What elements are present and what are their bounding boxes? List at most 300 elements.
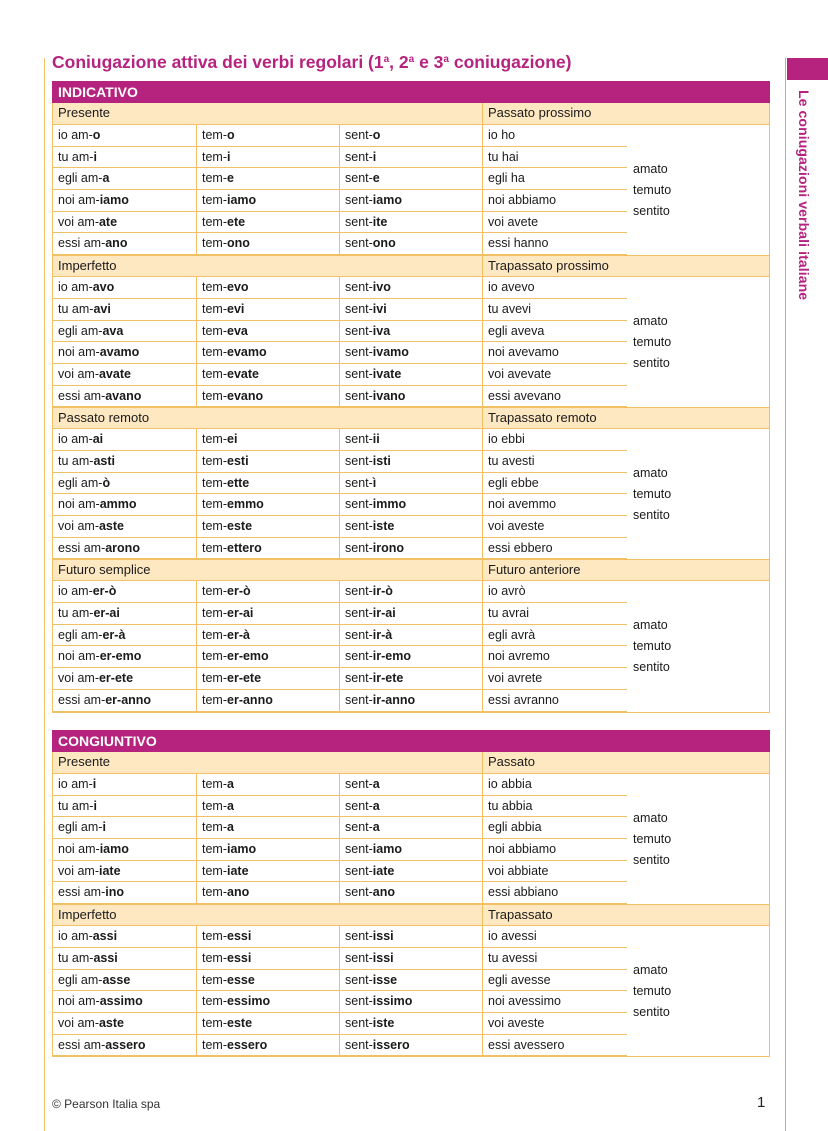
- compound-tense-label: Passato prossimo: [488, 105, 592, 120]
- second-conjugation-cell: [197, 233, 340, 255]
- third-conjugation-cell: [340, 882, 483, 904]
- verb-stem: tem-: [202, 149, 227, 164]
- second-conjugation-cell: [197, 817, 340, 839]
- auxiliary-cell: voi abbiate: [483, 861, 627, 883]
- right-margin-rule: [785, 58, 786, 1131]
- verb-ending: ivamo: [372, 345, 409, 360]
- verb-stem: sent-: [345, 584, 373, 599]
- column-divider: [482, 905, 483, 925]
- verb-ending: e: [372, 171, 380, 186]
- verb-stem: io am-: [58, 929, 93, 944]
- third-conjugation-cell: [340, 839, 483, 861]
- auxiliary-cell: voi avevate: [483, 364, 627, 386]
- compound-tense-label: Trapassato: [488, 907, 553, 923]
- auxiliary-cell: voi aveste: [483, 1013, 627, 1035]
- verb-stem: essi am-: [58, 1037, 106, 1052]
- verb-ending: ano: [105, 236, 128, 251]
- verb-stem: noi am-: [58, 345, 100, 360]
- second-conjugation-cell: [197, 451, 340, 473]
- participle: sentito: [633, 356, 670, 371]
- auxiliary-cell: essi avevano: [483, 386, 627, 408]
- verb-ending: er-emo: [227, 649, 269, 664]
- verb-ending: ammo: [99, 497, 137, 512]
- column-divider: [482, 752, 483, 773]
- verb-ending: i: [93, 798, 97, 813]
- verb-stem: sent-: [345, 280, 373, 295]
- verb-stem: tem-: [202, 519, 227, 533]
- auxiliary-cell: io avessi: [483, 926, 627, 948]
- verb-stem: tem-: [202, 692, 227, 707]
- first-conjugation-cell: [53, 1035, 197, 1057]
- verb-stem: egli am-: [58, 627, 103, 642]
- first-conjugation-cell: [53, 668, 197, 690]
- column-divider: [482, 560, 483, 580]
- verb-stem: tu am-: [58, 798, 94, 813]
- second-conjugation-cell: [197, 473, 340, 495]
- verb-stem: tem-: [202, 388, 227, 403]
- participle: amato: [633, 618, 668, 633]
- verb-stem: tem-: [202, 820, 227, 835]
- verb-ending: evamo: [227, 345, 267, 360]
- past-participles: [633, 463, 693, 526]
- second-conjugation-cell: [197, 147, 340, 169]
- third-conjugation-cell: [340, 451, 483, 473]
- verb-stem: sent-: [345, 929, 373, 944]
- auxiliary-cell: io ebbi: [483, 429, 627, 451]
- verb-stem: tem-: [202, 929, 227, 944]
- verb-ending: ette: [227, 475, 250, 490]
- verb-ending: o: [372, 128, 381, 142]
- first-conjugation-cell: [53, 212, 197, 234]
- first-conjugation-cell: [53, 603, 197, 625]
- verb-ending: ir-ò: [372, 584, 393, 599]
- second-conjugation-cell: [197, 646, 340, 668]
- verb-ending: iamo: [372, 842, 402, 857]
- auxiliary-cell: noi avemmo: [483, 494, 627, 516]
- verb-stem: tem-: [202, 950, 227, 965]
- second-conjugation-cell: [197, 970, 340, 992]
- verb-ending: esti: [227, 453, 249, 468]
- verb-ending: o: [227, 128, 235, 142]
- third-conjugation-cell: [340, 277, 483, 299]
- verb-stem: sent-: [345, 171, 373, 186]
- verb-ending: er-emo: [99, 649, 142, 664]
- verb-ending: aste: [98, 1015, 125, 1030]
- verb-ending: ivi: [372, 301, 387, 316]
- verb-ending: er-ai: [227, 606, 254, 621]
- verb-stem: tem-: [202, 863, 227, 878]
- table-row: [53, 926, 769, 948]
- verb-ending: este: [227, 519, 253, 533]
- auxiliary-cell: noi abbiamo: [483, 190, 627, 212]
- first-conjugation-cell: [53, 581, 197, 603]
- section-indicativo: [52, 81, 770, 713]
- first-conjugation-cell: [53, 147, 197, 169]
- third-conjugation-cell: [340, 774, 483, 796]
- verb-ending: assi: [93, 950, 118, 965]
- verb-stem: sent-: [345, 149, 373, 164]
- verb-ending: issero: [372, 1037, 410, 1052]
- column-divider: [482, 256, 483, 276]
- verb-ending: a: [227, 777, 234, 791]
- third-conjugation-cell: [340, 796, 483, 818]
- verb-stem: sent-: [345, 236, 373, 251]
- verb-stem: essi am-: [58, 885, 106, 900]
- verb-ending: emmo: [227, 497, 264, 512]
- verb-stem: sent-: [345, 671, 373, 686]
- verb-ending: ir-à: [372, 627, 393, 642]
- third-conjugation-cell: [340, 538, 483, 560]
- third-conjugation-cell: [340, 1035, 483, 1057]
- second-conjugation-cell: [197, 839, 340, 861]
- verb-stem: noi am-: [58, 193, 100, 208]
- verb-ending: ivano: [372, 388, 406, 403]
- verb-stem: tem-: [202, 214, 227, 229]
- first-conjugation-cell: [53, 970, 197, 992]
- first-conjugation-cell: [53, 494, 197, 516]
- verb-ending: er-anno: [105, 692, 152, 707]
- verb-stem: sent-: [345, 994, 373, 1009]
- third-conjugation-cell: [340, 926, 483, 948]
- first-conjugation-cell: [53, 991, 197, 1013]
- tense-block: [53, 103, 769, 255]
- verb-ending: issi: [372, 929, 394, 944]
- second-conjugation-cell: [197, 429, 340, 451]
- verb-stem: egli am-: [58, 171, 103, 186]
- tense-header-row: [53, 752, 769, 774]
- verb-ending: evo: [227, 280, 249, 295]
- verb-stem: egli am-: [58, 972, 103, 987]
- verb-stem: sent-: [345, 453, 373, 468]
- verb-stem: tem-: [202, 842, 227, 857]
- verb-stem: tem-: [202, 627, 227, 642]
- participle: sentito: [633, 660, 670, 675]
- participle: amato: [633, 162, 668, 176]
- verb-stem: sent-: [345, 863, 373, 878]
- auxiliary-cell: io avrò: [483, 581, 627, 603]
- verb-ending: essi: [227, 929, 252, 944]
- verb-stem: sent-: [345, 885, 373, 900]
- auxiliary-cell: essi abbiano: [483, 882, 627, 904]
- second-conjugation-cell: [197, 625, 340, 647]
- verb-stem: tem-: [202, 649, 227, 664]
- auxiliary-cell: noi avevamo: [483, 342, 627, 364]
- table-row: [53, 233, 769, 255]
- table-row: [53, 277, 769, 299]
- verb-ending: ano: [227, 885, 250, 900]
- copyright-notice: © Pearson Italia spa: [52, 1097, 161, 1111]
- verb-ending: ano: [372, 885, 396, 900]
- left-margin-rule: [44, 58, 45, 1131]
- third-conjugation-cell: [340, 125, 483, 147]
- verb-ending: asse: [102, 972, 131, 987]
- third-conjugation-cell: [340, 168, 483, 190]
- participle: sentito: [633, 853, 670, 867]
- verb-stem: tu am-: [58, 149, 94, 164]
- verb-ending: a: [227, 820, 234, 835]
- verb-ending: ivate: [372, 366, 402, 381]
- verb-stem: tem-: [202, 798, 227, 813]
- verb-stem: sent-: [345, 972, 373, 987]
- verb-ending: er-à: [102, 627, 126, 642]
- table-row: [53, 581, 769, 603]
- participle: amato: [633, 314, 668, 329]
- auxiliary-cell: tu avevi: [483, 299, 627, 321]
- third-conjugation-cell: [340, 342, 483, 364]
- past-participles: [633, 615, 693, 678]
- first-conjugation-cell: [53, 926, 197, 948]
- verb-ending: avate: [98, 366, 131, 381]
- second-conjugation-cell: [197, 168, 340, 190]
- third-conjugation-cell: [340, 190, 483, 212]
- verb-ending: i: [102, 820, 106, 835]
- second-conjugation-cell: [197, 861, 340, 883]
- verb-stem: io am-: [58, 584, 93, 599]
- verb-stem: sent-: [345, 820, 373, 835]
- first-conjugation-cell: [53, 342, 197, 364]
- table-row: [53, 690, 769, 712]
- conjugation-rows: [53, 926, 769, 1056]
- auxiliary-cell: voi avete: [483, 212, 627, 234]
- first-conjugation-cell: [53, 233, 197, 255]
- auxiliary-cell: tu avesti: [483, 451, 627, 473]
- second-conjugation-cell: [197, 321, 340, 343]
- second-conjugation-cell: [197, 690, 340, 712]
- third-conjugation-cell: [340, 473, 483, 495]
- verb-stem: tem-: [202, 885, 227, 900]
- auxiliary-cell: noi avremo: [483, 646, 627, 668]
- third-conjugation-cell: [340, 321, 483, 343]
- third-conjugation-cell: [340, 625, 483, 647]
- third-conjugation-cell: [340, 646, 483, 668]
- verb-ending: a: [102, 171, 110, 186]
- verb-stem: tem-: [202, 366, 227, 381]
- auxiliary-cell: egli avesse: [483, 970, 627, 992]
- auxiliary-cell: tu hai: [483, 147, 627, 169]
- verb-stem: egli am-: [58, 323, 103, 338]
- second-conjugation-cell: [197, 342, 340, 364]
- third-conjugation-cell: [340, 299, 483, 321]
- second-conjugation-cell: [197, 796, 340, 818]
- verb-stem: sent-: [345, 193, 373, 208]
- verb-ending: ì: [372, 475, 377, 490]
- verb-ending: evi: [227, 301, 245, 316]
- verb-stem: tem-: [202, 432, 227, 447]
- auxiliary-cell: tu avessi: [483, 948, 627, 970]
- verb-ending: a: [372, 820, 380, 835]
- auxiliary-cell: io avevo: [483, 277, 627, 299]
- verb-ending: assi: [92, 929, 118, 944]
- simple-tense-label: Futuro semplice: [58, 562, 151, 578]
- verb-ending: ite: [372, 214, 388, 229]
- verb-ending: i: [372, 149, 377, 164]
- verb-stem: essi am-: [58, 388, 106, 403]
- second-conjugation-cell: [197, 926, 340, 948]
- verb-ending: iate: [372, 863, 395, 878]
- verb-stem: sent-: [345, 649, 373, 664]
- verb-ending: er-ai: [93, 606, 120, 621]
- simple-tense-label: Presente: [58, 754, 111, 769]
- tense-block: [53, 904, 769, 1056]
- verb-stem: sent-: [345, 323, 373, 338]
- auxiliary-cell: tu abbia: [483, 796, 627, 818]
- first-conjugation-cell: [53, 125, 197, 147]
- first-conjugation-cell: [53, 796, 197, 818]
- verb-stem: tem-: [202, 606, 227, 621]
- verb-ending: asti: [93, 453, 115, 468]
- verb-ending: ino: [105, 885, 124, 900]
- verb-stem: sent-: [345, 1037, 373, 1052]
- first-conjugation-cell: [53, 386, 197, 408]
- first-conjugation-cell: [53, 1013, 197, 1035]
- verb-ending: i: [93, 149, 97, 164]
- verb-stem: tem-: [202, 1015, 227, 1030]
- first-conjugation-cell: [53, 948, 197, 970]
- verb-stem: tem-: [202, 540, 227, 555]
- third-conjugation-cell: [340, 233, 483, 255]
- third-conjugation-cell: [340, 690, 483, 712]
- auxiliary-cell: egli ebbe: [483, 473, 627, 495]
- verb-ending: iamo: [372, 193, 402, 208]
- auxiliary-cell: voi avrete: [483, 668, 627, 690]
- participle: amato: [633, 811, 668, 825]
- side-color-band: [787, 58, 828, 80]
- second-conjugation-cell: [197, 364, 340, 386]
- participle: sentito: [633, 204, 670, 218]
- verb-stem: tem-: [202, 236, 227, 251]
- verb-ending: ir-emo: [372, 649, 411, 664]
- verb-stem: tu am-: [58, 453, 94, 468]
- second-conjugation-cell: [197, 603, 340, 625]
- verb-stem: tem-: [202, 475, 227, 490]
- second-conjugation-cell: [197, 991, 340, 1013]
- verb-ending: o: [92, 128, 101, 142]
- third-conjugation-cell: [340, 516, 483, 538]
- verb-ending: er-ete: [227, 671, 262, 686]
- verb-stem: tem-: [202, 497, 227, 512]
- simple-tense-label: Presente: [58, 105, 111, 120]
- verb-ending: esse: [227, 972, 255, 987]
- verb-stem: sent-: [345, 1015, 373, 1030]
- verb-ending: avamo: [99, 345, 140, 360]
- verb-stem: tem-: [202, 301, 227, 316]
- auxiliary-cell: noi avessimo: [483, 991, 627, 1013]
- verb-stem: noi am-: [58, 497, 100, 512]
- verb-stem: sent-: [345, 842, 373, 857]
- participle: temuto: [633, 984, 672, 999]
- first-conjugation-cell: [53, 168, 197, 190]
- verb-ending: ettero: [227, 540, 262, 555]
- third-conjugation-cell: [340, 212, 483, 234]
- third-conjugation-cell: [340, 861, 483, 883]
- verb-ending: i: [227, 149, 231, 164]
- verb-stem: sent-: [345, 798, 373, 813]
- first-conjugation-cell: [53, 625, 197, 647]
- third-conjugation-cell: [340, 970, 483, 992]
- verb-ending: avano: [105, 388, 142, 403]
- conjugation-rows: [53, 581, 769, 711]
- verb-ending: er-anno: [227, 692, 273, 707]
- auxiliary-cell: essi avranno: [483, 690, 627, 712]
- verb-stem: tem-: [202, 453, 227, 468]
- first-conjugation-cell: [53, 839, 197, 861]
- verb-ending: a: [227, 798, 234, 813]
- verb-ending: ir-ete: [372, 671, 404, 686]
- compound-tense-label: Futuro anteriore: [488, 562, 581, 578]
- auxiliary-cell: egli aveva: [483, 321, 627, 343]
- verb-stem: noi am-: [58, 994, 100, 1009]
- verb-stem: sent-: [345, 345, 373, 360]
- first-conjugation-cell: [53, 690, 197, 712]
- participle: temuto: [633, 487, 672, 502]
- conjugation-rows: [53, 774, 769, 904]
- verb-ending: ai: [92, 432, 104, 447]
- auxiliary-cell: tu avrai: [483, 603, 627, 625]
- auxiliary-cell: essi ebbero: [483, 538, 627, 560]
- past-participles: [633, 311, 693, 374]
- verb-ending: ava: [102, 323, 124, 338]
- verb-stem: tu am-: [58, 606, 94, 621]
- verb-ending: essero: [227, 1037, 268, 1052]
- verb-stem: sent-: [345, 388, 373, 403]
- third-conjugation-cell: [340, 429, 483, 451]
- simple-tense-label: Imperfetto: [58, 907, 117, 923]
- tense-header-row: [53, 255, 769, 277]
- verb-ending: avo: [92, 280, 115, 295]
- second-conjugation-cell: [197, 668, 340, 690]
- second-conjugation-cell: [197, 774, 340, 796]
- conjugation-rows: [53, 277, 769, 407]
- verb-stem: tem-: [202, 584, 227, 599]
- auxiliary-cell: egli avrà: [483, 625, 627, 647]
- verb-ending: avi: [93, 301, 111, 316]
- verb-stem: sent-: [345, 497, 373, 512]
- second-conjugation-cell: [197, 277, 340, 299]
- participle: temuto: [633, 639, 672, 654]
- conjugation-rows: [53, 125, 769, 255]
- first-conjugation-cell: [53, 277, 197, 299]
- verb-ending: aste: [98, 519, 125, 533]
- verb-ending: iste: [372, 519, 395, 533]
- mood-header: INDICATIVO: [52, 81, 770, 103]
- verb-ending: er-ete: [98, 671, 134, 686]
- verb-stem: sent-: [345, 301, 373, 316]
- verb-ending: ò: [102, 475, 111, 490]
- tense-block: [53, 559, 769, 711]
- verb-ending: irono: [372, 540, 405, 555]
- third-conjugation-cell: [340, 364, 483, 386]
- verb-stem: voi am-: [58, 1015, 99, 1030]
- column-divider: [482, 103, 483, 124]
- section-congiuntivo: [52, 730, 770, 1057]
- verb-ending: iate: [227, 863, 249, 878]
- column-divider: [482, 408, 483, 428]
- third-conjugation-cell: [340, 817, 483, 839]
- second-conjugation-cell: [197, 1013, 340, 1035]
- third-conjugation-cell: [340, 668, 483, 690]
- third-conjugation-cell: [340, 603, 483, 625]
- table-row: [53, 882, 769, 904]
- third-conjugation-cell: [340, 147, 483, 169]
- verb-stem: voi am-: [58, 366, 99, 381]
- table-row: [53, 429, 769, 451]
- verb-stem: tu am-: [58, 950, 94, 965]
- participle: amato: [633, 963, 668, 978]
- verb-ending: essimo: [227, 994, 271, 1009]
- verb-stem: voi am-: [58, 214, 99, 229]
- first-conjugation-cell: [53, 774, 197, 796]
- verb-ending: issimo: [372, 994, 413, 1009]
